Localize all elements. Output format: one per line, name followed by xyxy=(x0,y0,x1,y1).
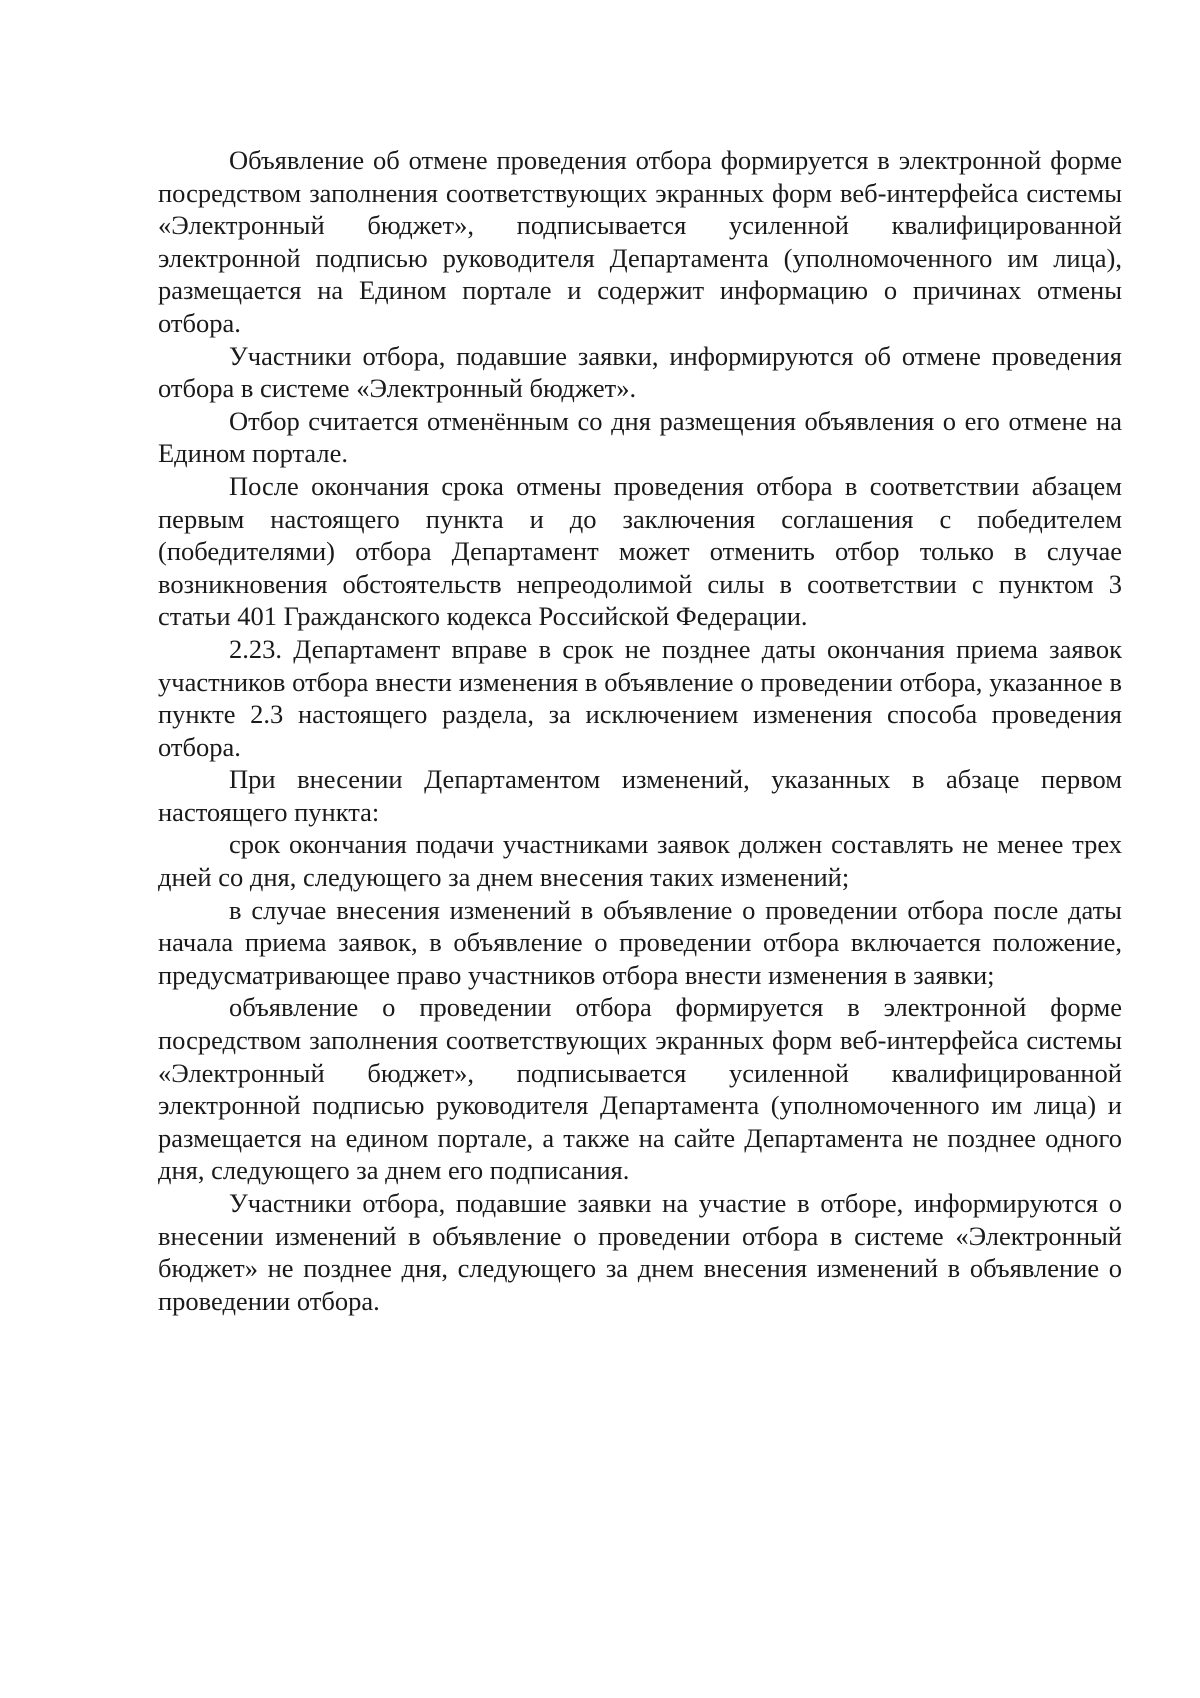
paragraph-deadline-three-days: срок окончания подачи участниками заявок должен составлять не менее трех дней со дня, следующего за днем внесения таких изменений; xyxy=(158,829,1122,893)
paragraph-participants-notified-of-changes: Участники отбора, подавшие заявки на участие в отборе, информируются о внесении изменений в объявление о проведении отбора в системе «Электронный бюджет» не позднее дня, следующего за днем внесения изменений в объявление о проведении отбора. xyxy=(158,1188,1122,1316)
paragraph-participants-informed: Участники отбора, подавшие заявки, информируются об отмене проведения отбора в системе «Электронный бюджет». xyxy=(158,340,1122,404)
paragraph-cancellation-announcement: Объявление об отмене проведения отбора формируется в электронной форме посредством заполнения соответствующих экранных форм веб-интерфейса системы «Электронный бюджет», подписывается усиленной квалифицированной электронной подписью руководителя Департамента (уполномоченного им лица), размещается на Едином портале и содержит информацию о причинах отмены отбора. xyxy=(158,145,1122,338)
paragraph-selection-cancelled: Отбор считается отменённым со дня размещения объявления о его отмене на Едином портале. xyxy=(158,405,1122,469)
paragraph-when-changes-made: При внесении Департаментом изменений, указанных в абзаце первом настоящего пункта: xyxy=(158,764,1122,827)
paragraph-force-majeure: После окончания срока отмены проведения отбора в соответствии абзацем первым настоящего пункта и до заключения соглашения с победителем (победителями) отбора Департамент может отменить отбор только в случае возникновения обстоятельств непреодолимой силы в соответствии с пунктом 3 статьи 401 Гражданского кодекса Российской Федерации. xyxy=(158,470,1122,632)
paragraph-clause-2-23: 2.23. Департамент вправе в срок не позднее даты окончания приема заявок участников отбора внести изменения в объявление о проведении отбора, указанное в пункте 2.3 настоящего раздела, за исключением изменения способа проведения отбора. xyxy=(158,633,1122,762)
paragraph-announcement-formed: объявление о проведении отбора формируется в электронной форме посредством заполнения соответствующих экранных форм веб-интерфейса системы «Электронный бюджет», подписывается усиленной квалифицированной электронной подписью руководителя Департамента (уполномоченного им лица) и размещается на едином портале, а также на сайте Департамента не позднее одного дня, следующего за днем его подписания. xyxy=(158,992,1122,1186)
paragraph-right-to-amend: в случае внесения изменений в объявление о проведении отбора после даты начала приема заявок, в объявление о проведении отбора включается положение, предусматривающее право участников отбора внести изменения в заявки; xyxy=(158,894,1122,990)
document-page xyxy=(158,144,1122,1317)
